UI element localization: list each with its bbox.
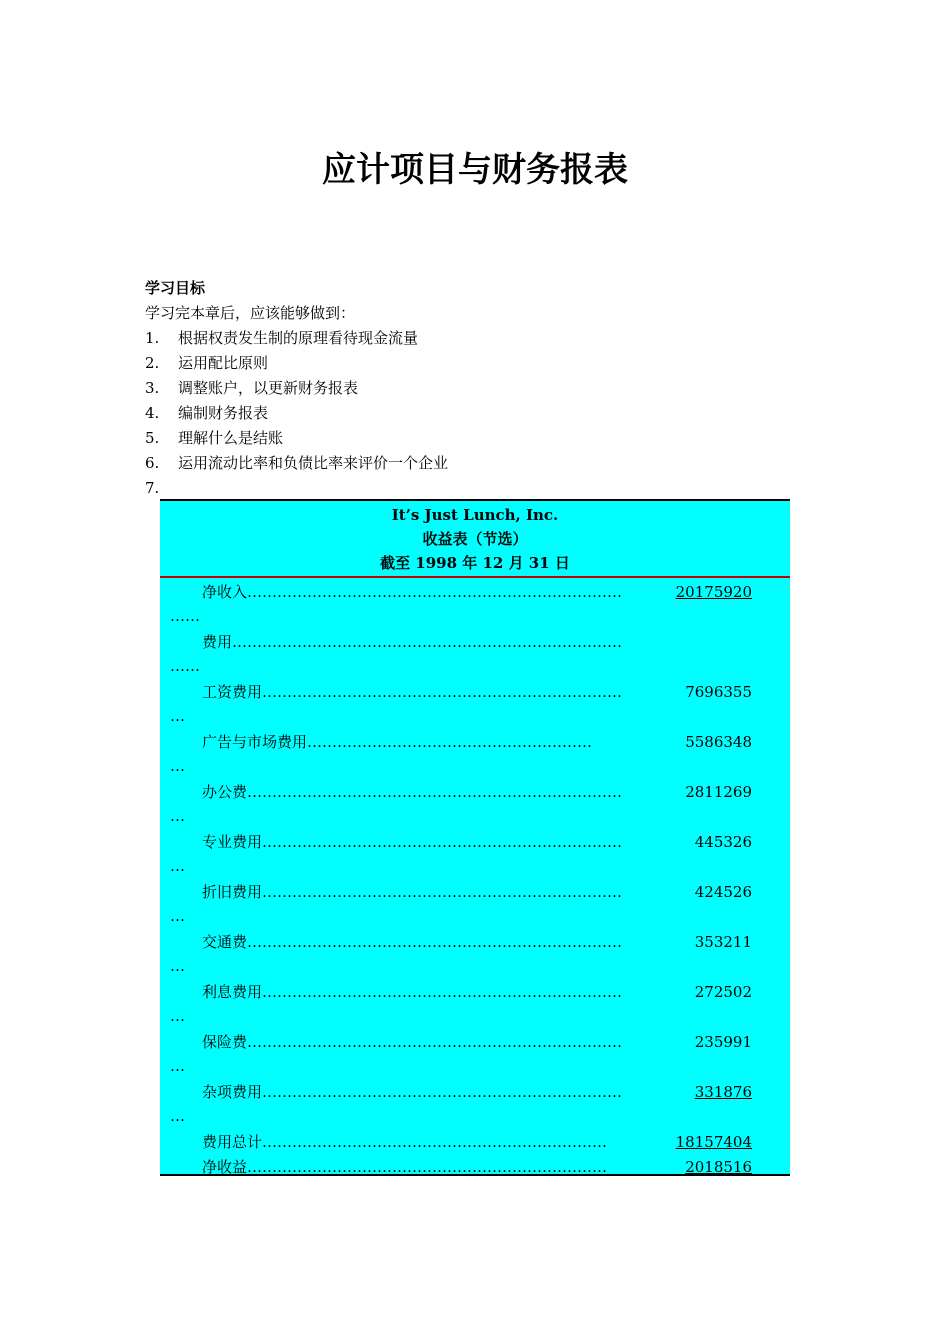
objectives-intro: 学习完本章后，应该能够做到： — [145, 304, 356, 322]
total-amount: 2018516 — [685, 1158, 752, 1176]
row-leader-dots: ……………………………………………………………… — [262, 1083, 622, 1101]
row-leader-continuation: … — [170, 757, 185, 775]
row-leader-dots: ………………………………………………………………… — [247, 933, 622, 951]
row-amount: 235991 — [694, 1033, 752, 1051]
row-label: 利息费用 — [202, 983, 263, 1001]
row-amount: 2811269 — [685, 783, 752, 801]
row-label: 折旧费用 — [202, 883, 263, 901]
row-leader-continuation: … — [170, 907, 185, 925]
row-leader-dots: ………………………………………………………………… — [247, 1033, 622, 1051]
total-label: 净收益 — [202, 1158, 248, 1176]
row-label: 净收入 — [202, 583, 248, 601]
objective-number: 4. — [145, 404, 160, 422]
objective-text: 编制财务报表 — [178, 404, 269, 422]
row-leader-continuation: … — [170, 707, 185, 725]
income-statement-table — [160, 499, 790, 1176]
row-label: 交通费 — [202, 933, 248, 951]
row-leader-continuation: … — [170, 1107, 185, 1125]
row-leader-continuation: … — [170, 1007, 185, 1025]
objective-item — [145, 426, 805, 451]
objective-number: 7. — [145, 479, 160, 497]
row-leader-continuation: … — [170, 807, 185, 825]
objective-number: 6. — [145, 454, 160, 472]
statement-row — [160, 778, 790, 828]
row-label: 专业费用 — [202, 833, 263, 851]
row-amount: 353211 — [694, 933, 752, 951]
row-label: 工资费用 — [202, 683, 263, 701]
statement-total-row — [160, 1128, 790, 1153]
objective-text: 调整账户，以更新财务报表 — [178, 379, 359, 397]
row-leader-continuation: … — [170, 857, 185, 875]
objective-number: 3. — [145, 379, 160, 397]
objectives-list — [145, 326, 805, 501]
row-leader-continuation: …… — [170, 607, 200, 625]
row-label: 杂项费用 — [202, 1083, 263, 1101]
objective-item — [145, 326, 805, 351]
statement-row — [160, 878, 790, 928]
objective-item — [145, 476, 805, 501]
total-leader-dots: …………………………………………………………… — [262, 1133, 607, 1151]
statement-row — [160, 1028, 790, 1078]
statement-total-row — [160, 1153, 790, 1178]
row-label: 广告与市场费用 — [202, 733, 308, 751]
row-leader-dots: ………………………………………………………………… — [247, 783, 622, 801]
statement-row — [160, 978, 790, 1028]
objective-text: 理解什么是结账 — [178, 429, 284, 447]
statement-row — [160, 678, 790, 728]
row-leader-dots: ……………………………………………………………… — [262, 683, 622, 701]
objective-number: 1. — [145, 329, 160, 347]
objective-text: 运用配比原则 — [178, 354, 269, 372]
total-leader-dots: ……………………………………………………………… — [247, 1158, 607, 1176]
row-amount: 20175920 — [675, 583, 752, 601]
row-leader-continuation: … — [170, 1057, 185, 1075]
row-label: 办公费 — [202, 783, 248, 801]
objective-text: 运用流动比率和负债比率来评价一个企业 — [178, 454, 449, 472]
objective-item — [145, 451, 805, 476]
total-amount: 18157404 — [675, 1133, 752, 1151]
objective-text: 根据权责发生制的原理看待现金流量 — [178, 329, 419, 347]
statement-name: 收益表（节选） — [422, 530, 528, 548]
row-amount: 7696355 — [685, 683, 752, 701]
objectives-heading: 学习目标 — [145, 279, 206, 297]
statement-row — [160, 728, 790, 778]
company-name: It’s Just Lunch, Inc. — [391, 506, 559, 524]
row-amount: 5586348 — [685, 733, 752, 751]
statement-row — [160, 928, 790, 978]
row-amount: 272502 — [694, 983, 752, 1001]
row-leader-dots: ……………………………………………………………… — [262, 883, 622, 901]
objective-item — [145, 376, 805, 401]
row-amount: 424526 — [694, 883, 752, 901]
statement-header — [160, 501, 790, 578]
row-leader-dots: ……………………………………………………………… — [262, 983, 622, 1001]
row-label: 保险费 — [202, 1033, 248, 1051]
objective-item — [145, 401, 805, 426]
statement-period: 截至 1998 年 12 月 31 日 — [380, 554, 570, 572]
row-leader-continuation: …… — [170, 657, 200, 675]
statement-row — [160, 1078, 790, 1128]
page-title: 应计项目与财务报表 — [322, 150, 628, 190]
row-label: 费用 — [202, 633, 233, 651]
statement-row — [160, 628, 790, 678]
row-leader-dots: ………………………………………………………………… — [247, 583, 622, 601]
statement-row — [160, 578, 790, 628]
total-label: 费用总计 — [202, 1133, 263, 1151]
objective-number: 2. — [145, 354, 160, 372]
row-leader-dots: ……………………………………………………………… — [262, 833, 622, 851]
objective-item — [145, 351, 805, 376]
row-leader-dots: …………………………………………………………………… — [232, 633, 622, 651]
row-amount: 445326 — [694, 833, 752, 851]
row-leader-continuation: … — [170, 957, 185, 975]
learning-objectives — [145, 276, 805, 501]
objective-number: 5. — [145, 429, 160, 447]
row-leader-dots: ………………………………………………… — [307, 733, 592, 751]
statement-row — [160, 828, 790, 878]
row-amount: 331876 — [694, 1083, 752, 1101]
